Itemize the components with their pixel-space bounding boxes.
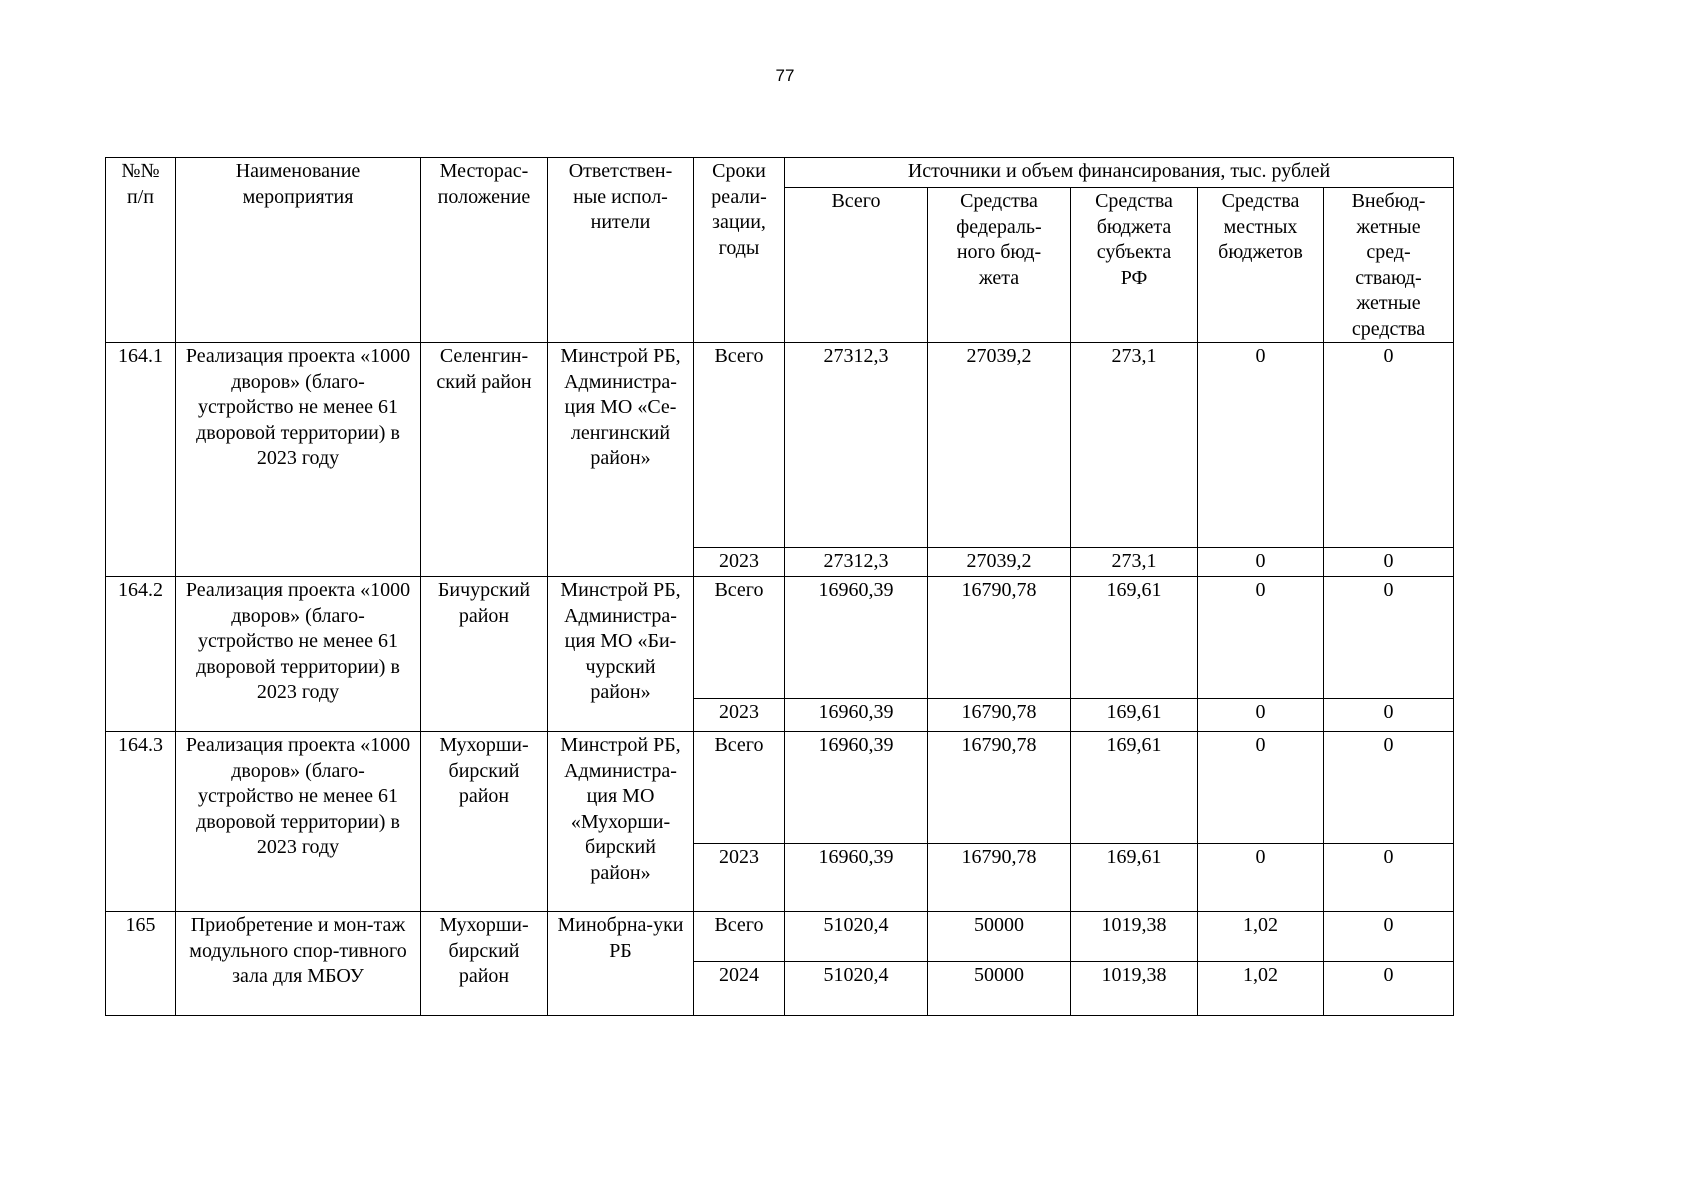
row-term: Всего <box>694 912 785 962</box>
row-subject: 169,61 <box>1071 699 1198 732</box>
row-term: 2023 <box>694 844 785 912</box>
row-total: 51020,4 <box>785 962 928 1016</box>
row-federal: 27039,2 <box>928 343 1071 548</box>
row-term: Всего <box>694 577 785 699</box>
row-extra: 0 <box>1324 962 1454 1016</box>
row-federal: 16790,78 <box>928 732 1071 844</box>
row-extra: 0 <box>1324 343 1454 548</box>
header-extra: Внебюд-жетные сред-стваюд-жетные средства <box>1324 188 1454 343</box>
row-responsible: Минстрой РБ, Администра-ция МО «Мухорши-бирский район» <box>548 732 694 912</box>
row-local: 0 <box>1198 844 1324 912</box>
financing-table <box>105 157 1454 1016</box>
row-location: Бичурский район <box>421 577 548 732</box>
row-extra: 0 <box>1324 548 1454 577</box>
row-responsible: Минобрна-уки РБ <box>548 912 694 1016</box>
row-local: 0 <box>1198 577 1324 699</box>
row-total: 27312,3 <box>785 343 928 548</box>
row-local: 0 <box>1198 548 1324 577</box>
row-subject: 1019,38 <box>1071 962 1198 1016</box>
row-responsible: Минстрой РБ, Администра-ция МО «Се-ленгинский район» <box>548 343 694 577</box>
row-term: Всего <box>694 343 785 548</box>
row-local: 1,02 <box>1198 962 1324 1016</box>
row-subject: 273,1 <box>1071 343 1198 548</box>
row-total: 16960,39 <box>785 577 928 699</box>
row-extra: 0 <box>1324 844 1454 912</box>
row-location: Мухорши-бирский район <box>421 732 548 912</box>
table-row <box>106 912 1454 962</box>
row-subject: 273,1 <box>1071 548 1198 577</box>
table-row <box>106 732 1454 844</box>
header-local: Средства местных бюджетов <box>1198 188 1324 343</box>
row-federal: 27039,2 <box>928 548 1071 577</box>
row-term: 2024 <box>694 962 785 1016</box>
row-federal: 16790,78 <box>928 844 1071 912</box>
header-name: Наименование мероприятия <box>176 158 421 343</box>
header-terms: Сроки реали-зации, годы <box>694 158 785 343</box>
row-local: 1,02 <box>1198 912 1324 962</box>
row-extra: 0 <box>1324 912 1454 962</box>
row-extra: 0 <box>1324 577 1454 699</box>
row-responsible: Минстрой РБ, Администра-ция МО «Би-чурский район» <box>548 577 694 732</box>
row-subject: 169,61 <box>1071 844 1198 912</box>
row-name: Реализация проекта «1000 дворов» (благо-устройство не менее 61 дворовой территории) в 2023 году <box>176 732 421 912</box>
row-total: 16960,39 <box>785 732 928 844</box>
header-row-1 <box>106 158 1454 188</box>
row-term: 2023 <box>694 699 785 732</box>
table-row <box>106 577 1454 699</box>
table-row <box>106 343 1454 548</box>
header-federal: Средства федераль-ного бюд-жета <box>928 188 1071 343</box>
row-total: 16960,39 <box>785 844 928 912</box>
row-subject: 169,61 <box>1071 732 1198 844</box>
row-local: 0 <box>1198 732 1324 844</box>
row-local: 0 <box>1198 699 1324 732</box>
row-total: 16960,39 <box>785 699 928 732</box>
row-location: Мухорши-бирский район <box>421 912 548 1016</box>
row-subject: 1019,38 <box>1071 912 1198 962</box>
row-federal: 50000 <box>928 962 1071 1016</box>
row-federal: 50000 <box>928 912 1071 962</box>
row-location: Селенгин-ский район <box>421 343 548 577</box>
row-term: Всего <box>694 732 785 844</box>
row-federal: 16790,78 <box>928 577 1071 699</box>
page-number: 77 <box>775 66 795 85</box>
row-num: 165 <box>106 912 176 1016</box>
row-federal: 16790,78 <box>928 699 1071 732</box>
row-local: 0 <box>1198 343 1324 548</box>
header-total: Всего <box>785 188 928 343</box>
header-responsible: Ответствен-ные испол-нители <box>548 158 694 343</box>
row-term: 2023 <box>694 548 785 577</box>
row-name: Реализация проекта «1000 дворов» (благо-устройство не менее 61 дворовой территории) в 2023 году <box>176 577 421 732</box>
row-subject: 169,61 <box>1071 577 1198 699</box>
header-sources: Источники и объем финансирования, тыс. рублей <box>785 158 1454 188</box>
header-num: №№ п/п <box>106 158 176 343</box>
row-num: 164.2 <box>106 577 176 732</box>
row-name: Реализация проекта «1000 дворов» (благо-устройство не менее 61 дворовой территории) в 2023 году <box>176 343 421 577</box>
row-total: 51020,4 <box>785 912 928 962</box>
row-total: 27312,3 <box>785 548 928 577</box>
row-num: 164.3 <box>106 732 176 912</box>
row-name: Приобретение и мон-таж модульного спор-тивного зала для МБОУ <box>176 912 421 1016</box>
row-extra: 0 <box>1324 732 1454 844</box>
row-num: 164.1 <box>106 343 176 577</box>
header-location: Месторас-положение <box>421 158 548 343</box>
header-subject: Средства бюджета субъекта РФ <box>1071 188 1198 343</box>
row-extra: 0 <box>1324 699 1454 732</box>
